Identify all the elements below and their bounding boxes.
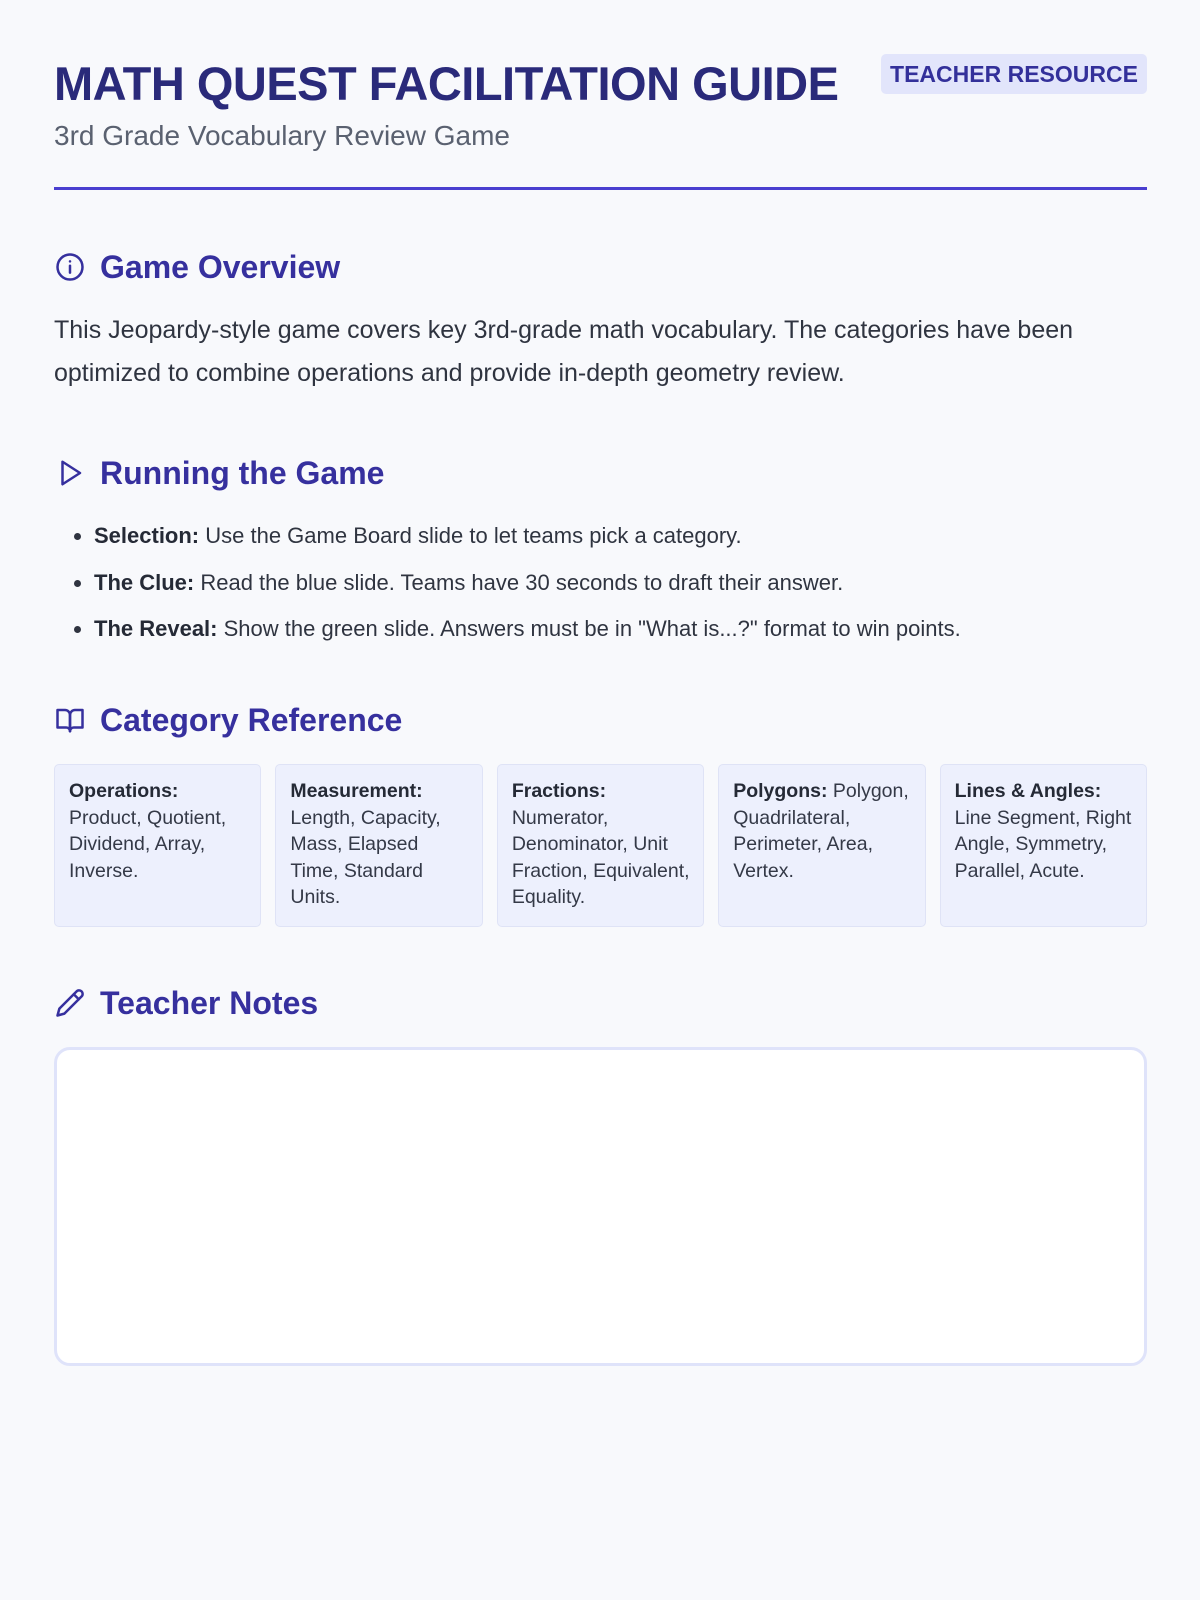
category-label: Polygons: <box>733 780 828 802</box>
category-label: Fractions: <box>511 780 607 802</box>
step-text: Read the blue slide. Teams have 30 seconds to draft their answer. <box>194 569 844 595</box>
step-label: Selection: <box>94 523 200 548</box>
section-title: Teacher Notes <box>100 984 319 1021</box>
category-terms: Product, Quotient, Dividend, Array, Inverse. <box>69 806 227 882</box>
category-card-measurement <box>275 764 482 927</box>
section-teacher-notes-heading <box>54 983 318 1023</box>
category-card-polygons <box>718 764 925 927</box>
teacher-notes-box[interactable] <box>54 1047 1147 1366</box>
category-terms: Line Segment, Right Angle, Symmetry, Parallel, Acute. <box>954 806 1132 882</box>
section-title: Game Overview <box>100 248 341 285</box>
page-header <box>54 0 1147 190</box>
category-card-lines-angles <box>940 764 1147 927</box>
pencil-icon <box>54 987 86 1019</box>
section-title: Category Reference <box>100 701 403 738</box>
section-title: Running the Game <box>100 454 385 491</box>
facilitation-guide <box>54 0 1147 1021</box>
category-card-fractions <box>497 764 704 927</box>
category-card-operations <box>54 764 261 927</box>
page-title: MATH QUEST FACILITATION GUIDE <box>54 57 839 110</box>
category-terms: Numerator, Denominator, Unit Fraction, Equivalent, Equality. <box>511 806 690 908</box>
list-item <box>94 560 1147 607</box>
info-circle-icon <box>54 251 86 283</box>
section-game-overview-heading <box>54 247 340 287</box>
category-terms: Length, Capacity, Mass, Elapsed Time, Standard Units. <box>290 806 441 908</box>
step-text: Use the Game Board slide to let teams pick a category. <box>199 523 742 548</box>
step-label: The Reveal: <box>94 616 218 641</box>
section-category-reference-heading <box>54 700 402 740</box>
list-item <box>94 513 1147 560</box>
category-terms: Polygon, Quadrilateral, Perimeter, Area, Vertex. <box>733 780 909 882</box>
category-label: Lines & Angles: <box>954 780 1102 802</box>
play-icon <box>54 457 86 489</box>
category-label: Measurement: <box>290 780 423 802</box>
step-label: The Clue: <box>94 569 195 595</box>
category-cards <box>54 764 1147 927</box>
category-label: Operations: <box>69 780 179 802</box>
page-subtitle: 3rd Grade Vocabulary Review Game <box>54 120 510 151</box>
steps-list <box>54 513 1147 653</box>
section-running-game-heading <box>54 453 384 493</box>
open-book-icon <box>54 704 86 736</box>
teacher-resource-badge: TEACHER RESOURCE <box>881 54 1147 94</box>
list-item <box>94 606 1147 653</box>
step-text: Show the green slide. Answers must be in "What is...?" format to win points. <box>217 616 961 641</box>
overview-text: This Jeopardy-style game covers key 3rd-grade math vocabulary. The categories have been optimized to combine operations and provide in-depth geometry review. <box>54 316 1074 387</box>
